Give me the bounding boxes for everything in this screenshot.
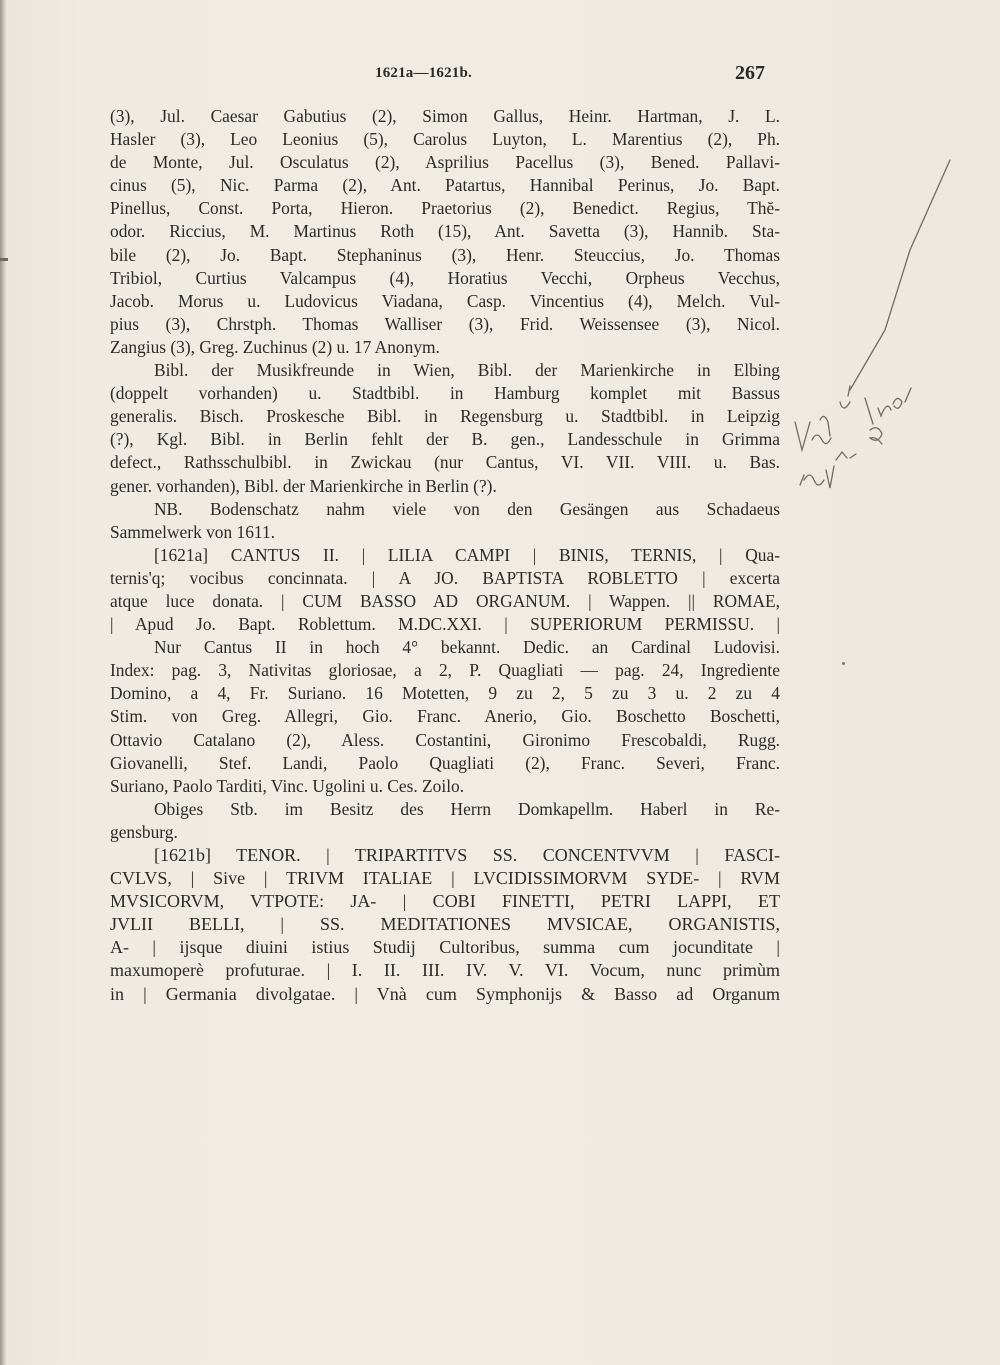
text-line: Obiges Stb. im Besitz des Herrn Domkapellm. Haberl in Re- [154,798,780,819]
text-line: maxumoperè profuturae. | I. II. III. IV. V. VI. Vocum, nunc primùm [110,960,780,981]
text-line: Sammelwerk von 1611. [110,521,276,542]
text-line: Domino, a 4, Fr. Suriano. 16 Motetten, 9 zu 2, 5 zu 3 u. 2 zu 4 [110,683,780,704]
text-line: MVSICORVM, VTPOTE: JA- | COBI FINETTI, PETRI LAPPI, ET [110,891,780,912]
text-line: A- | ijsque diuini istius Studij Cultoribus, summa cum jocunditate | [110,937,780,958]
text-line: Stim. von Greg. Allegri, Gio. Franc. Anerio, Gio. Boschetto Boschetti, [110,706,780,727]
text-line: atque luce donata. | CUM BASSO AD ORGANUM. | Wappen. || ROMAE, [110,590,780,611]
text-line: defect., Rathsschulbibl. in Zwickau (nur Cantus, VI. VII. VIII. u. Bas. [110,452,780,473]
text-line: Index: pag. 3, Nativitas gloriosae, a 2, P. Quagliati — pag. 24, Ingrediente [110,660,780,681]
text-line: generalis. Bisch. Proskesche Bibl. in Regensburg u. Stadtbibl. in Leipzig [110,406,780,427]
text-line: bile (2), Jo. Bapt. Stephaninus (3), Henr. Steuccius, Jo. Thomas [110,244,780,265]
body-text [110,105,780,1006]
text-line: Hasler (3), Leo Leonius (5), Carolus Luyton, L. Marentius (2), Ph. [110,129,780,150]
text-line: gener. vorhanden), Bibl. der Marienkirche in Berlin (?). [110,475,497,496]
text-line: Pinellus, Const. Porta, Hieron. Praetorius (2), Benedict. Regius, Thĕ- [110,198,780,219]
text-line: Bibl. der Musikfreunde in Wien, Bibl. der Marienkirche in Elbing [154,360,780,381]
page-binding-edge [0,0,6,1365]
text-line: Nur Cantus II in hoch 4° bekannt. Dedic. an Cardinal Ludovisi. [154,637,780,658]
text-line: [1621a] CANTUS II. | LILIA CAMPI | BINIS, TERNIS, | Qua- [154,544,780,565]
text-line: Suriano, Paolo Tarditi, Vinc. Ugolini u. Ces. Zoilo. [110,775,465,796]
text-line: odor. Riccius, M. Martinus Roth (15), Ant. Savetta (3), Hannib. Sta- [110,221,780,242]
text-line: (doppelt vorhanden) u. Stadtbibl. in Hamburg komplet mit Bassus [110,383,780,404]
text-line: Zangius (3), Greg. Zuchinus (2) u. 17 Anonym. [110,336,440,357]
handwritten-annotation [790,140,960,540]
handwritten-marks [790,140,960,540]
text-line: CVLVS, | Sive | TRIVM ITALIAE | LVCIDISSIMORVM SYDE- | RVM [110,868,780,889]
margin-mark [0,258,8,261]
text-line: pius (3), Chrstph. Thomas Walliser (3), Frid. Weissensee (3), Nicol. [110,313,780,334]
text-line: (?), Kgl. Bibl. in Berlin fehlt der B. gen., Landesschule in Grimma [110,429,780,450]
text-line: Jacob. Morus u. Ludovicus Viadana, Casp. Vincentius (4), Melch. Vul- [110,290,780,311]
text-line: in | Germania divolgatae. | Vnà cum Symphonijs & Basso ad Organum [110,983,780,1004]
running-head: 1621a—1621b. [375,65,472,81]
text-line: (3), Jul. Caesar Gabutius (2), Simon Gallus, Heinr. Hartman, J. L. [110,106,780,126]
text-line: [1621b] TENOR. | TRIPARTITVS SS. CONCENTVVM | FASCI- [154,845,780,865]
page-number: 267 [735,62,765,84]
text-line: de Monte, Jul. Osculatus (2), Asprilius Pacellus (3), Bened. Pallavi- [110,152,780,173]
text-line: gensburg. [110,821,178,842]
text-line: cinus (5), Nic. Parma (2), Ant. Patartus, Hannibal Perinus, Jo. Bapt. [110,175,780,196]
text-line: | Apud Jo. Bapt. Roblettum. M.DC.XXI. | SUPERIORUM PERMISSU. | [110,614,780,635]
text-line: Tribiol, Curtius Valcampus (4), Horatius Vecchi, Orpheus Vecchus, [110,267,780,288]
text-line: ternis'q; vocibus concinnata. | A JO. BAPTISTA ROBLETTO | excerta [110,567,780,588]
text-line: NB. Bodenschatz nahm viele von den Gesängen aus Schadaeus [154,498,780,519]
text-line: Giovanelli, Stef. Landi, Paolo Quagliati (2), Franc. Severi, Franc. [110,752,780,773]
text-line: Ottavio Catalano (2), Aless. Costantini, Gironimo Frescobaldi, Rugg. [110,729,780,750]
stray-dot [842,662,845,665]
text-line: JVLII BELLI, | SS. MEDITATIONES MVSICAE, ORGANISTIS, [110,914,780,935]
